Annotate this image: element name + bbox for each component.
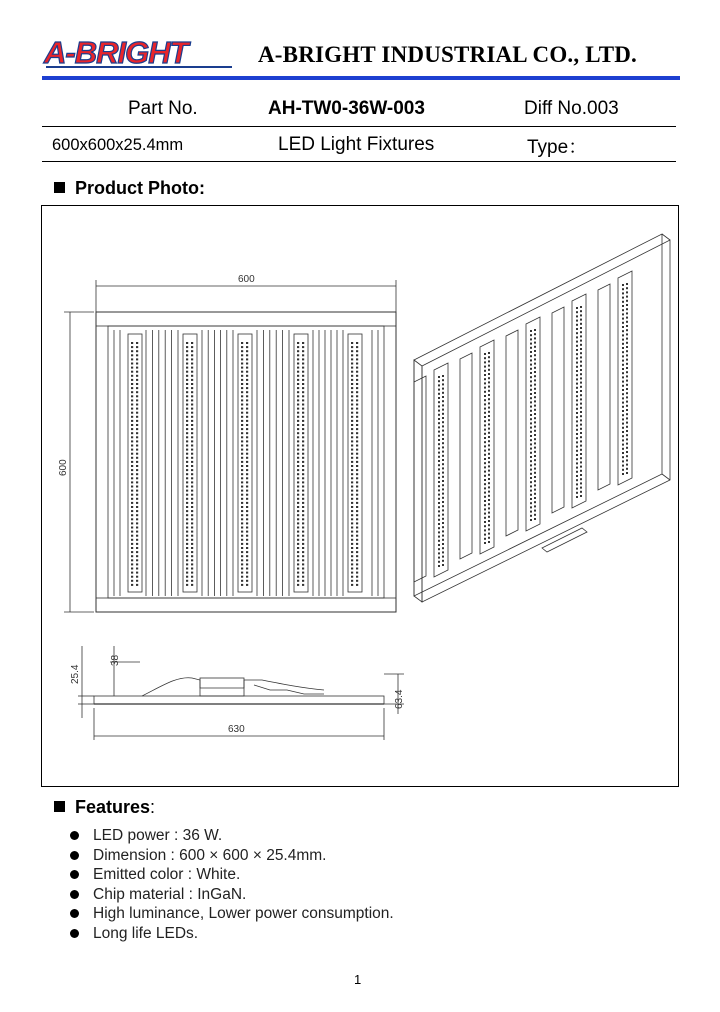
- table-rule-1: [42, 126, 676, 127]
- logo-text: A-BRIGHT: [44, 35, 188, 70]
- iso-led-strip: [480, 340, 494, 554]
- top-width-dim: 600: [238, 274, 255, 285]
- square-bullet-icon: [54, 801, 65, 812]
- square-bullet-icon: [54, 182, 65, 193]
- iso-led-strip: [618, 271, 632, 485]
- part-no-value: AH-TW0-36W-003: [268, 98, 425, 119]
- logo-graphic: [42, 34, 234, 70]
- technical-drawing: [42, 206, 678, 786]
- feature-item: Dimension : 600 × 600 × 25.4mm.: [70, 846, 394, 866]
- side-width-dim: 630: [228, 724, 245, 735]
- product-name: LED Light Fixtures: [278, 134, 435, 155]
- header-divider: [42, 76, 680, 80]
- product-photo-frame: [41, 205, 679, 787]
- part-no-label: Part No.: [128, 98, 198, 119]
- iso-led-strip: [526, 317, 540, 531]
- side-dim-c: 63.4: [394, 689, 405, 709]
- led-strip: [294, 334, 308, 592]
- company-logo: [42, 34, 234, 70]
- features-list: [70, 826, 394, 943]
- page-number: 1: [354, 972, 362, 987]
- bullet-dot-icon: [70, 851, 79, 860]
- bullet-dot-icon: [70, 909, 79, 918]
- product-photo-heading: Product Photo:: [54, 178, 205, 199]
- company-name: A-BRIGHT INDUSTRIAL CO., LTD.: [258, 42, 638, 67]
- feature-item: LED power : 36 W.: [70, 826, 394, 846]
- bullet-dot-icon: [70, 890, 79, 899]
- iso-led-strip: [572, 294, 586, 508]
- isometric-view: [414, 234, 670, 602]
- side-view: [70, 646, 405, 740]
- table-rule-2: [42, 161, 676, 162]
- led-strip: [238, 334, 252, 592]
- height-dim: 600: [58, 459, 69, 476]
- dimension-value: 600x600x25.4mm: [52, 136, 184, 154]
- feature-item: Chip material : InGaN.: [70, 885, 394, 905]
- feature-item: Emitted color : White.: [70, 865, 394, 885]
- led-strip: [128, 334, 142, 592]
- bullet-dot-icon: [70, 929, 79, 938]
- features-heading: Features:: [54, 797, 155, 818]
- iso-led-strip: [434, 363, 448, 577]
- side-dim-a: 25.4: [70, 664, 81, 684]
- bullet-dot-icon: [70, 870, 79, 879]
- bullet-dot-icon: [70, 831, 79, 840]
- feature-item: Long life LEDs.: [70, 924, 394, 944]
- side-dim-b: 38: [110, 654, 121, 666]
- front-view: [58, 274, 396, 612]
- led-strip: [183, 334, 197, 592]
- diff-no: Diff No.003: [524, 98, 619, 119]
- feature-item: High luminance, Lower power consumption.: [70, 904, 394, 924]
- led-strip: [348, 334, 362, 592]
- type-label: Type：: [527, 137, 588, 158]
